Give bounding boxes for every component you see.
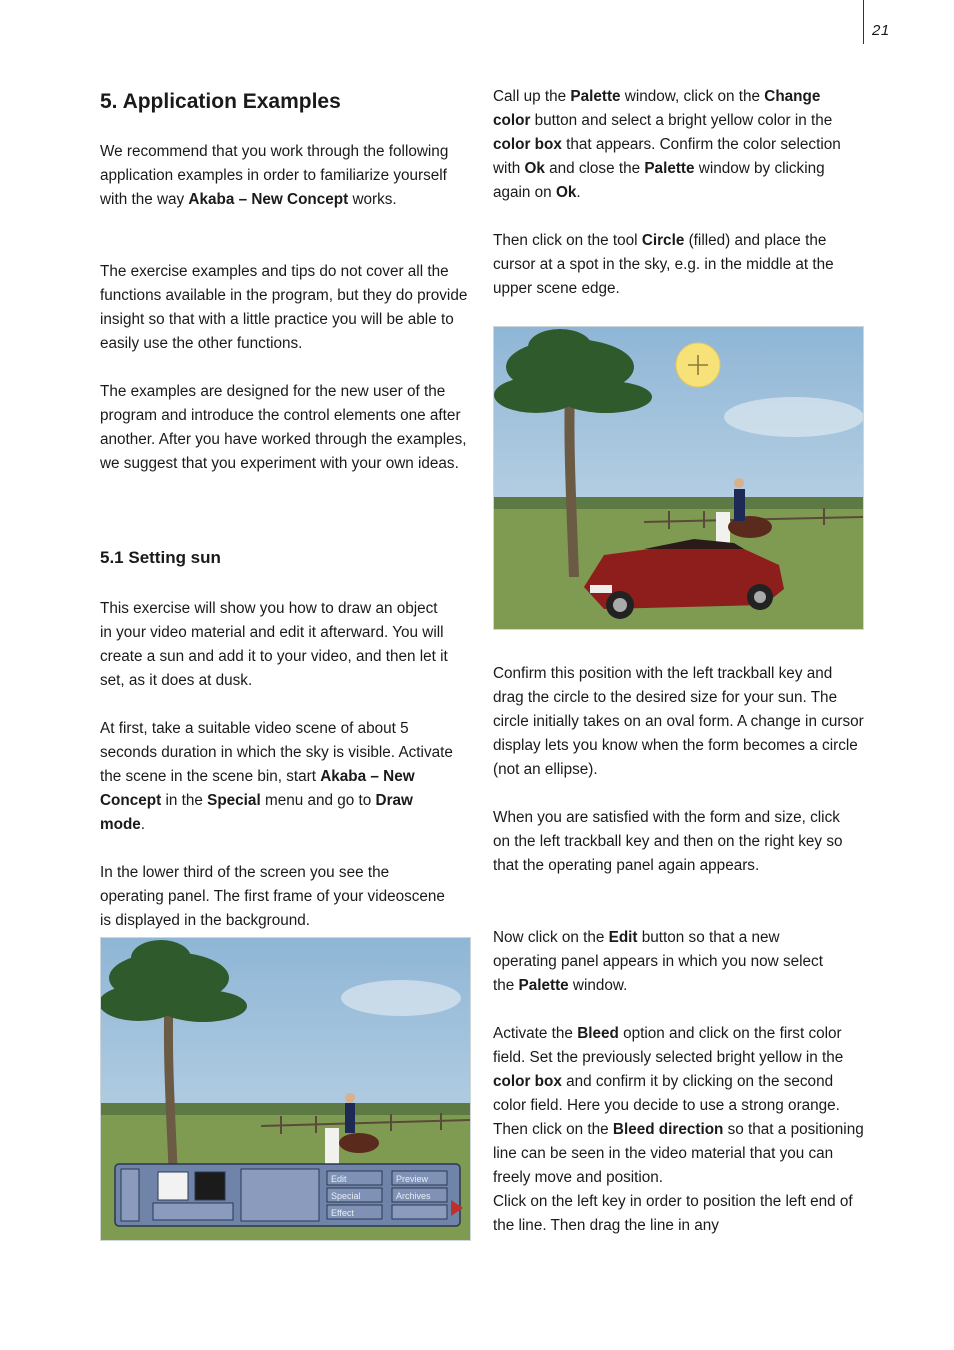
intro-paragraph-1: We recommend that you work through the following application examples in order to familiarize yourself with the way Akaba – New Concept works. (100, 143, 449, 208)
panel-effect-button: Effect (331, 1208, 354, 1218)
bold-term: Palette (644, 160, 695, 177)
bold-term: Circle (641, 232, 685, 249)
intro-paragraph-2: The exercise examples and tips do not cover all the functions available in the program, but they do provide insight so that with a little practice you will be able to easily use the other functions. (100, 263, 468, 352)
panel-archives-button: Archives (396, 1191, 431, 1201)
bold-term: Palette (570, 88, 621, 105)
section-title: 5.1 Setting sun (100, 548, 221, 567)
panel-preview-button: Preview (396, 1174, 429, 1184)
palette-paragraph: Call up the Palette window, click on the Change color button and select a bright yellow color in the color box that appears. Confirm the color selection with Ok and close the Palette window by clicking again on Ok. (493, 88, 841, 201)
scene-sun-illustration (494, 327, 863, 629)
page-title: 5. Application Examples (100, 90, 341, 113)
screenshot-circle-tool (493, 326, 864, 630)
panel-special-button: Special (331, 1191, 361, 1201)
intro-paragraph-3: The examples are designed for the new user of the program and introduce the control elements one after another. After you have worked through the examples, we suggest that you experiment with your own ideas. (100, 383, 467, 472)
bold-term: Change color (493, 88, 821, 129)
bold-term: Akaba – New Concept (100, 768, 415, 809)
bold-term: Draw mode (100, 792, 413, 833)
bold-term: Bleed direction (612, 1121, 724, 1138)
edit-paragraph: Now click on the Edit button so that a new operating panel appears in which you now select the Palette window. (493, 929, 823, 994)
screenshot-draw-mode (100, 937, 471, 1241)
circle-paragraph: Then click on the tool Circle (filled) and place the cursor at a spot in the sky, e.g. in the middle at the upper scene edge. (493, 232, 834, 297)
scene-illustration (101, 938, 470, 1240)
page-rule (863, 0, 864, 44)
section-paragraph-2: At first, take a suitable video scene of about 5 seconds duration in which the sky is visible. Activate the scene in the scene bin, start Akaba – New Concept in the Special menu and go to Draw mode. (100, 720, 453, 833)
satisfied-paragraph: When you are satisfied with the form and size, click on the left trackball key and then on the right key so that the operating panel again appears. (493, 809, 843, 874)
panel-edit-button: Edit (331, 1174, 347, 1184)
section-paragraph-1: This exercise will show you how to draw an object in your video material and edit it afterward. You will create a sun and add it to your video, and then let it set, as it does at dusk. (100, 600, 448, 689)
bold-term: color box (493, 136, 562, 153)
bleed-paragraph: Activate the Bleed option and click on the first color field. Set the previously selected bright yellow in the color box and confirm it by clicking on the second color field. Here you decide to use a strong orange. Then click on the Bleed direction so that a positioning line can be seen in the video material that you can freely move and position. Click on the left key in order to position the left end of the line. Then drag the line in any (493, 1025, 864, 1234)
bold-term: Ok (555, 184, 577, 201)
bold-term: Special (207, 792, 261, 809)
bold-term: Bleed (577, 1025, 619, 1042)
confirm-paragraph: Confirm this position with the left trackball key and drag the circle to the desired size for your sun. The circle initially takes on an oval form. A change in cursor display lets you know when the form becomes a circle (not an ellipse). (493, 665, 864, 778)
bold-term: Akaba – New Concept (188, 191, 349, 208)
bold-term: Ok (524, 160, 545, 177)
section-paragraph-3: In the lower third of the screen you see the operating panel. The first frame of your videoscene is displayed in the background. (100, 864, 445, 929)
bold-term: color box (493, 1073, 562, 1090)
page-number: 21 (872, 22, 890, 39)
bold-term: Palette (518, 977, 569, 994)
bold-term: Edit (608, 929, 638, 946)
